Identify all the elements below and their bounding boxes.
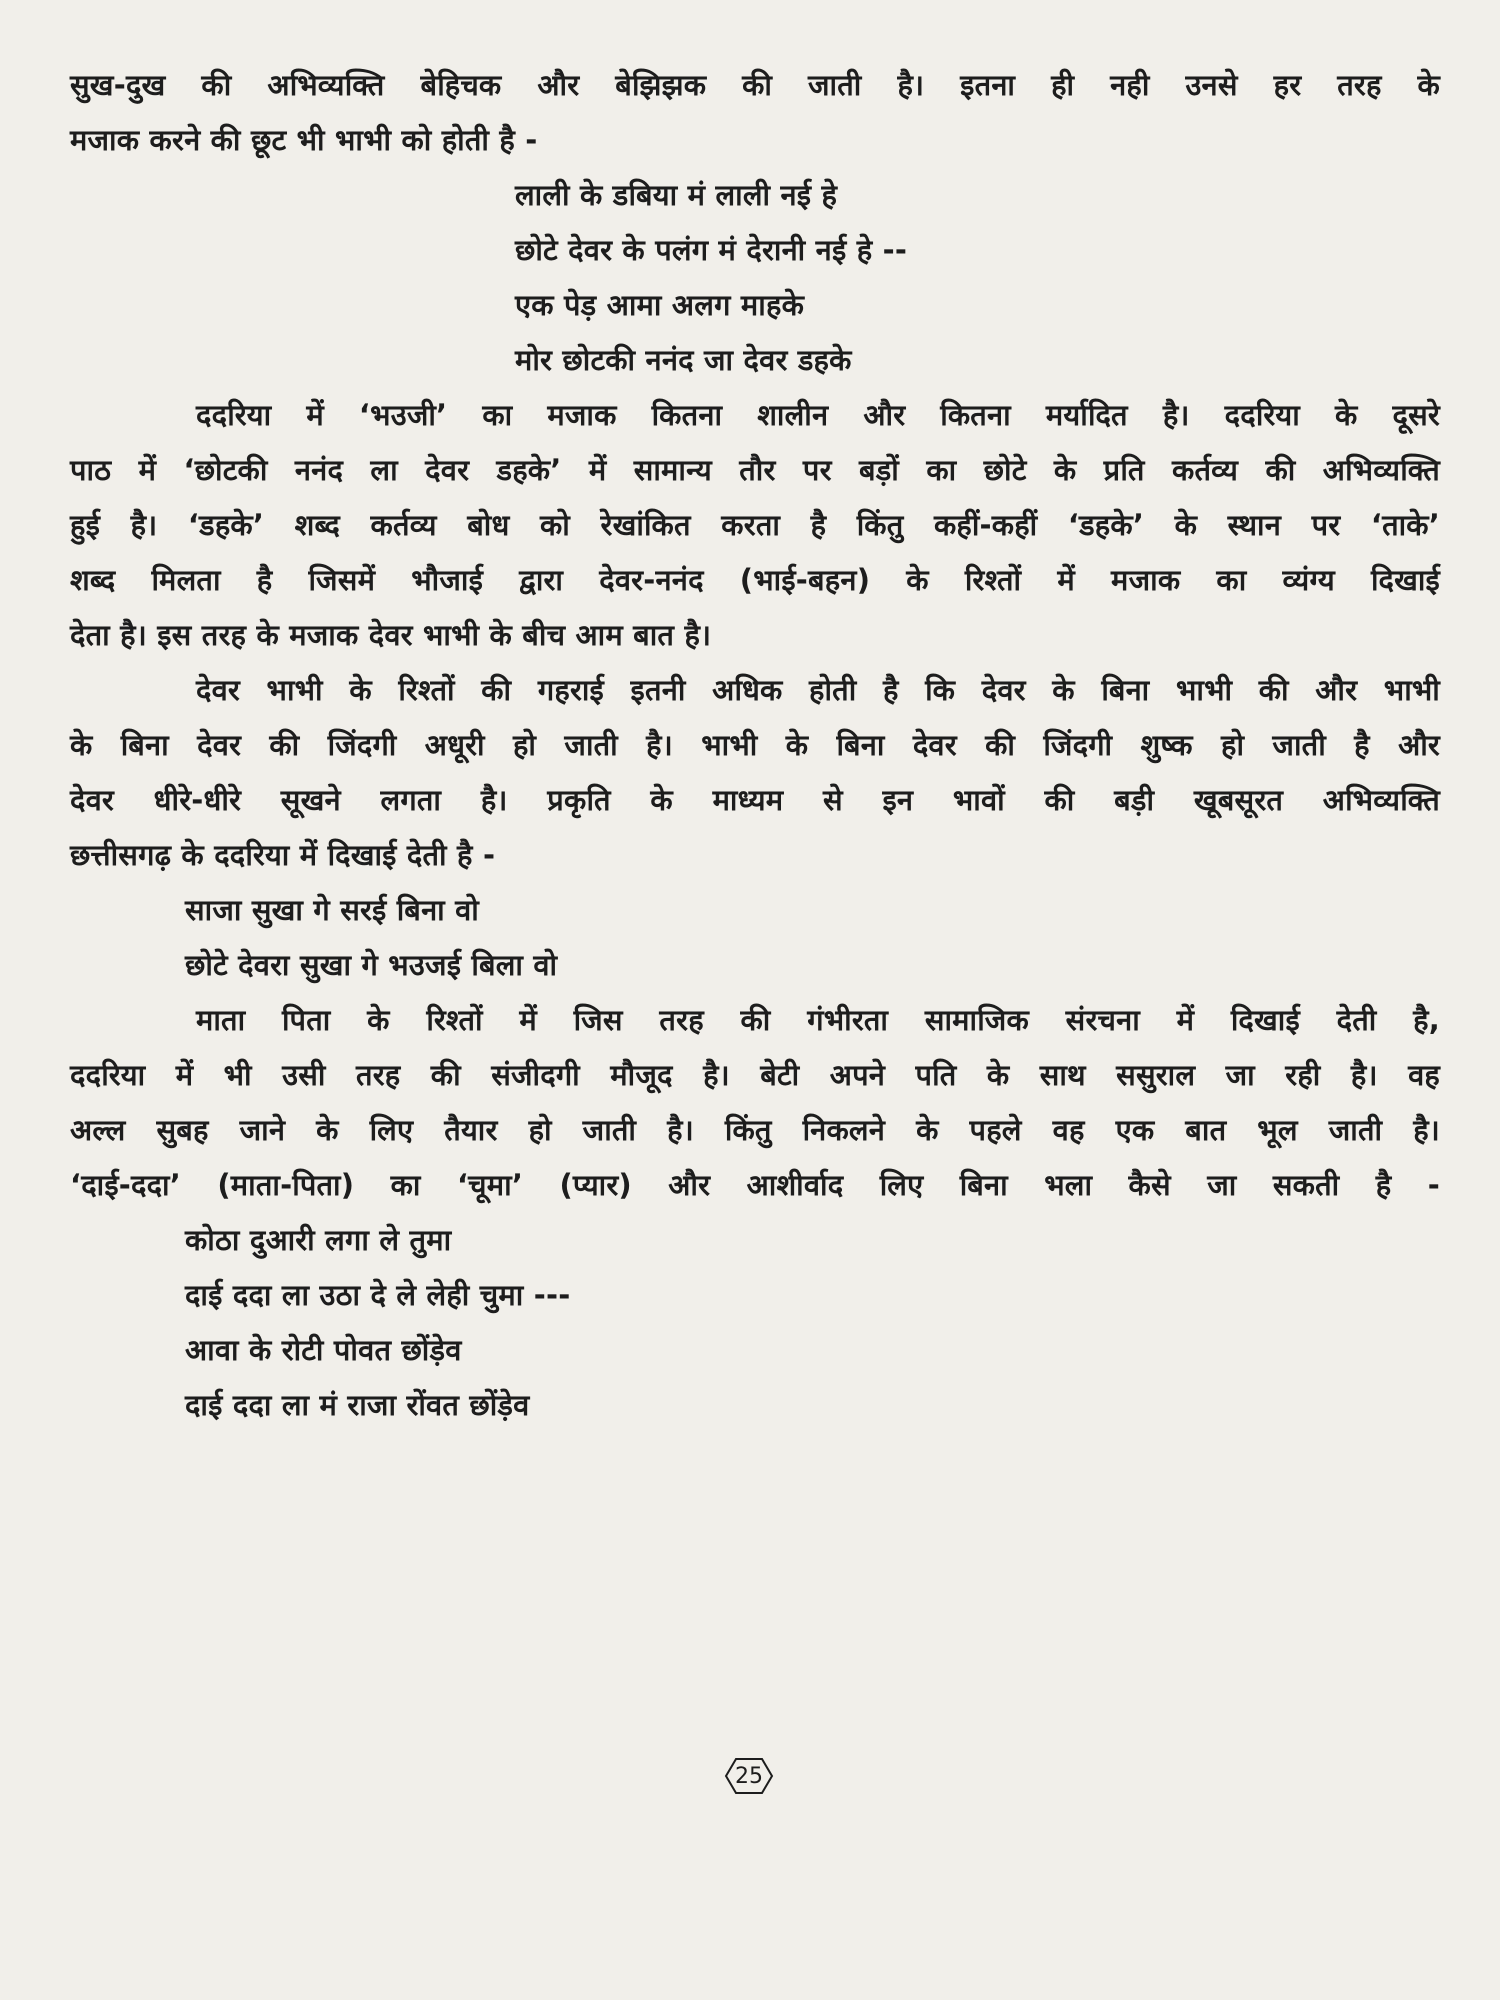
paragraph-line: शब्द मिलता है जिसमें भौजाई द्वारा देवर-ननंद (भाई-बहन) के रिश्तों में मजाक का व्यंग्य दिखाई xyxy=(70,563,1440,597)
paragraph-line: माता पिता के रिश्तों में जिस तरह की गंभीरता सामाजिक संरचना में दिखाई देती है, xyxy=(196,1003,1440,1037)
paragraph-line: अल्ल सुबह जाने के लिए तैयार हो जाती है। किंतु निकलने के पहले वह एक बात भूल जाती है। xyxy=(70,1113,1440,1147)
verse-line: छोटे देवर के पलंग मं देरानी नई हे -- xyxy=(515,233,908,267)
verse-line: कोठा दुआरी लगा ले तुमा xyxy=(185,1223,452,1257)
verse-line: एक पेड़ आमा अलग माहके xyxy=(515,288,805,322)
body-text xyxy=(70,58,1440,1433)
verse-line: छोटे देवरा सुखा गे भउजई बिला वो xyxy=(185,948,558,982)
verse-line: लाली के डबिया मं लाली नई हे xyxy=(515,178,838,212)
page-number xyxy=(724,1757,774,1795)
paragraph-line: सुख-दुख की अभिव्यक्ति बेहिचक और बेझिझक की जाती है। इतना ही नही उनसे हर तरह के xyxy=(70,68,1440,102)
paragraph-line: देता है। इस तरह के मजाक देवर भाभी के बीच आम बात है। xyxy=(70,618,712,652)
paragraph-line: देवर धीरे-धीरे सूखने लगता है। प्रकृति के माध्यम से इन भावों की बड़ी खूबसूरत अभिव्यक्ति xyxy=(70,783,1440,817)
paragraph-line: के बिना देवर की जिंदगी अधूरी हो जाती है। भाभी के बिना देवर की जिंदगी शुष्क हो जाती है और xyxy=(70,728,1440,762)
verse-line: आवा के रोटी पोवत छोंड़ेव xyxy=(185,1333,462,1367)
paragraph-line: ‘दाई-ददा’ (माता-पिता) का ‘चूमा’ (प्यार) और आशीर्वाद लिए बिना भला कैसे जा सकती है - xyxy=(70,1168,1440,1202)
paragraph-line: हुई है। ‘डहके’ शब्द कर्तव्य बोध को रेखांकित करता है किंतु कहीं-कहीं ‘डहके’ के स्थान पर ‘ताके’ xyxy=(70,508,1440,542)
verse-line: साजा सुखा गे सरई बिना वो xyxy=(185,893,480,927)
paragraph-line: ददरिया में भी उसी तरह की संजीदगी मौजूद है। बेटी अपने पति के साथ ससुराल जा रही है। वह xyxy=(70,1058,1440,1092)
paragraph-line: पाठ में ‘छोटकी ननंद ला देवर डहके’ में सामान्य तौर पर बड़ों का छोटे के प्रति कर्तव्य की अभिव्यक्ति xyxy=(70,453,1440,487)
page-number-label: 25 xyxy=(735,1763,763,1789)
paragraph-line: मजाक करने की छूट भी भाभी को होती है - xyxy=(70,123,538,157)
verse-line: मोर छोटकी ननंद जा देवर डहके xyxy=(515,343,852,377)
verse-line: दाई ददा ला उठा दे ले लेही चुमा --- xyxy=(185,1278,571,1312)
paragraph-line: देवर भाभी के रिश्तों की गहराई इतनी अधिक होती है कि देवर के बिना भाभी की और भाभी xyxy=(196,673,1440,707)
paragraph-line: छत्तीसगढ़ के ददरिया में दिखाई देती है - xyxy=(70,838,496,872)
paragraph-line: ददरिया में ‘भउजी’ का मजाक कितना शालीन और कितना मर्यादित है। ददरिया के दूसरे xyxy=(196,398,1440,432)
verse-line: दाई ददा ला मं राजा रोंवत छोंड़ेव xyxy=(185,1388,530,1422)
